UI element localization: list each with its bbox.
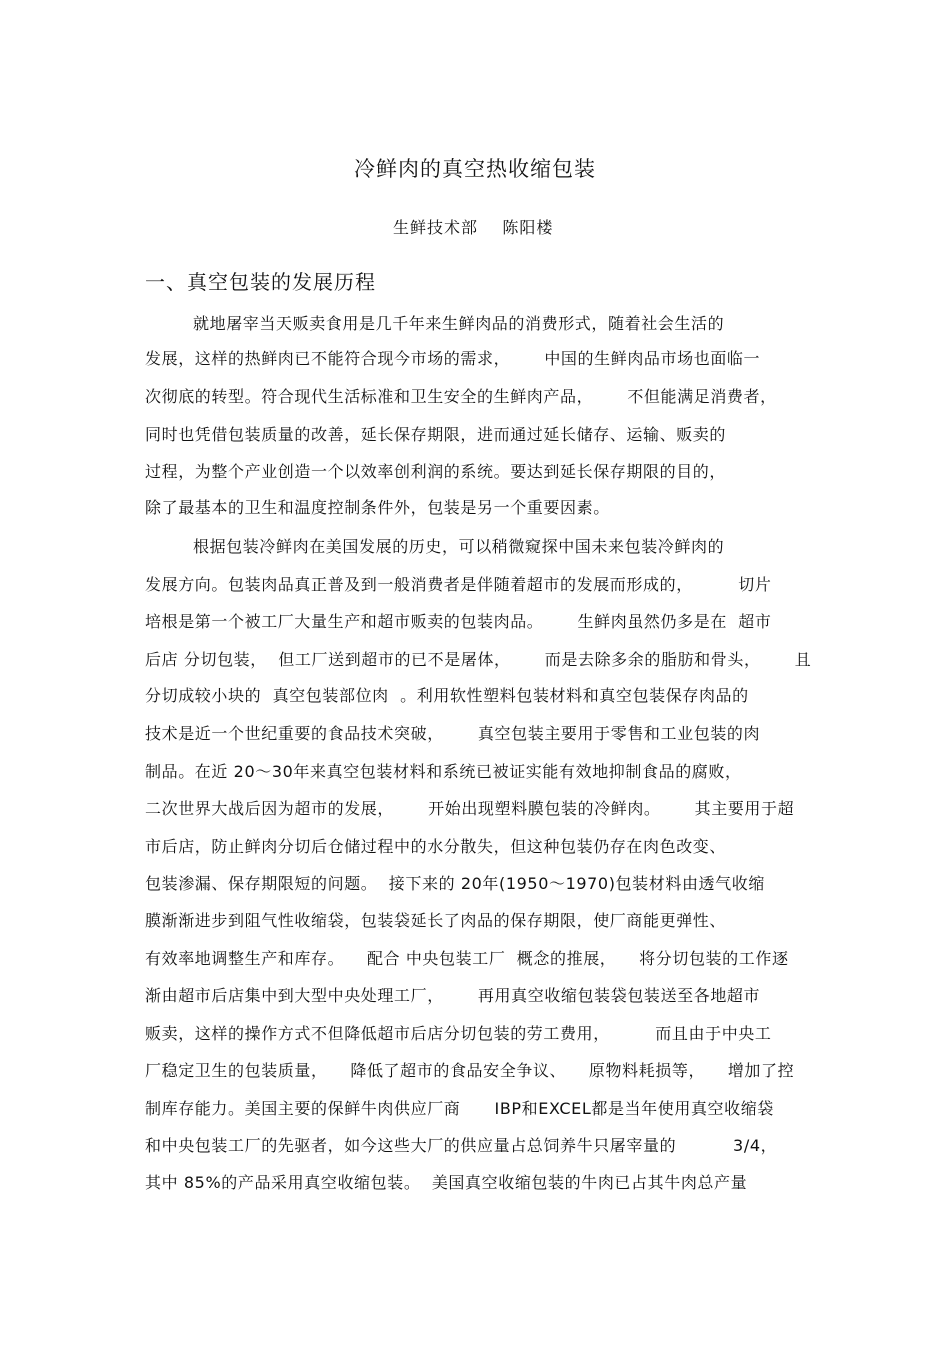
document-title: 冷鲜肉的真空热收缩包装 xyxy=(354,157,596,181)
paragraph-line: 渐由超市后店集中到大型中央处理工厂， 再用真空收缩包装袋包装送至各地超市 xyxy=(145,986,761,1005)
paragraph-line: 二次世界大战后因为超市的发展， 开始出现塑料膜包装的冷鲜肉。 其主要用于超 xyxy=(145,799,795,818)
paragraph-line: 和中央包装工厂的先驱者，如今这些大厂的供应量占总饲养牛只屠宰量的 3/4， xyxy=(145,1136,778,1155)
paragraph-line: 其中 85%的产品采用真空收缩包装。 美国真空收缩包装的牛肉已占其牛肉总产量 xyxy=(145,1173,748,1192)
paragraph-line: 技术是近一个世纪重要的食品技术突破， 真空包装主要用于零售和工业包装的肉 xyxy=(145,724,761,743)
paragraph-line: 分切成较小块的 真空包装部位肉 。利用软性塑料包装材料和真空包装保存肉品的 xyxy=(145,686,749,705)
paragraph-line: 膜渐渐进步到阻气性收缩袋，包装袋延长了肉品的保存期限，使厂商能更弹性、 xyxy=(145,911,727,930)
paragraph-line: 过程，为整个产业创造一个以效率创利润的系统。要达到延长保存期限的目的， xyxy=(145,462,727,481)
paragraph-line: 制库存能力。美国主要的保鲜牛肉供应厂商 IBP和EXCEL都是当年使用真空收缩袋 xyxy=(145,1099,774,1118)
author-line: 生鲜技术部 陈阳楼 xyxy=(393,218,554,237)
paragraph-line: 制品。在近 20～30年来真空包装材料和系统已被证实能有效地抑制食品的腐败， xyxy=(145,762,742,781)
paragraph-line: 有效率地调整生产和库存。 配合 中央包装工厂 概念的推展， 将分切包装的工作逐 xyxy=(145,949,789,968)
paragraph-line: 除了最基本的卫生和温度控制条件外，包装是另一个重要因素。 xyxy=(145,498,610,517)
paragraph-line: 同时也凭借包装质量的改善，延长保存期限，进而通过延长储存、运输、贩卖的 xyxy=(145,425,727,444)
paragraph-line: 贩卖，这样的操作方式不但降低超市后店分切包装的劳工费用， 而且由于中央工 xyxy=(145,1024,772,1043)
paragraph-line: 发展，这样的热鲜肉已不能符合现今市场的需求， 中国的生鲜肉品市场也面临一 xyxy=(145,349,761,368)
section-heading: 一、真空包装的发展历程 xyxy=(145,270,376,294)
paragraph-line: 根据包装冷鲜肉在美国发展的历史，可以稍微窥探中国未来包装冷鲜肉的 xyxy=(193,537,725,556)
paragraph-line: 培根是第一个被工厂大量生产和超市贩卖的包装肉品。 生鲜肉虽然仍多是在 超市 xyxy=(145,612,772,631)
paragraph-line: 厂稳定卫生的包装质量， 降低了超市的食品安全争议、 原物料耗损等， 增加了控 xyxy=(145,1061,795,1080)
paragraph-line: 就地屠宰当天贩卖食用是几千年来生鲜肉品的消费形式，随着社会生活的 xyxy=(193,314,725,333)
paragraph-line: 发展方向。包装肉品真正普及到一般消费者是伴随着超市的发展而形成的， 切片 xyxy=(145,575,772,594)
paragraph-line: 市后店，防止鲜肉分切后仓储过程中的水分散失，但这种包装仍存在肉色改变、 xyxy=(145,837,727,856)
paragraph-line: 后店 分切包装， 但工厂送到超市的已不是屠体， 而是去除多余的脂肪和骨头， 且 xyxy=(145,650,812,669)
paragraph-line: 包装渗漏、保存期限短的问题。 接下来的 20年(1950～1970)包装材料由透气收缩 xyxy=(145,874,765,893)
paragraph-line: 次彻底的转型。符合现代生活标准和卫生安全的生鲜肉产品， 不但能满足消费者， xyxy=(145,387,777,406)
